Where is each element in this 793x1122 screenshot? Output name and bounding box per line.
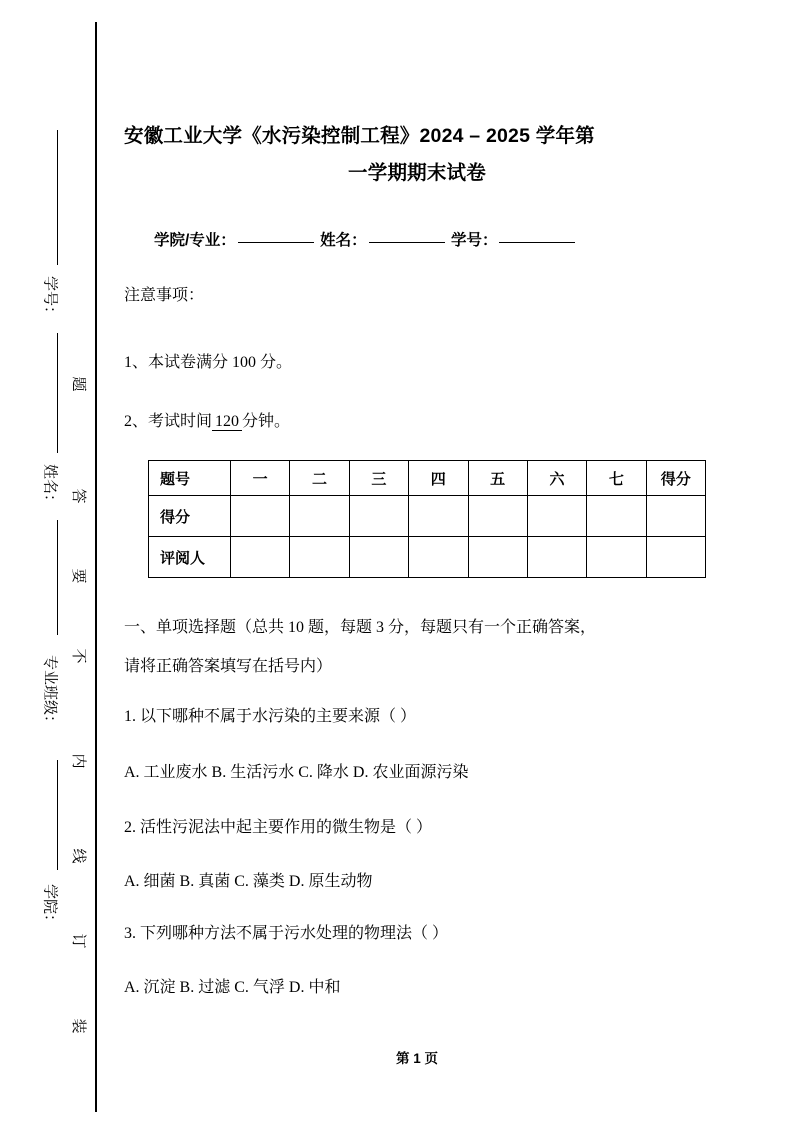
score-table-col-header: 五 (468, 461, 527, 496)
binding-inner-char: 线 (70, 848, 86, 864)
page-footer: 第 1 页 (395, 1051, 438, 1066)
exam-content (124, 0, 724, 1122)
student-id-blank[interactable] (499, 242, 575, 243)
identity-line (154, 228, 710, 250)
section-heading-line-1: 一、单项选择题（总共 10 题，每题 3 分，每题只有一个正确答案， (124, 619, 597, 636)
score-table-col-header: 得分 (646, 461, 705, 496)
student-id-label: 学号： (450, 232, 498, 249)
binding-vertical-rule (95, 22, 97, 1112)
score-table-col-header: 一 (231, 461, 290, 496)
score-table-row-label: 得分 (149, 496, 231, 537)
score-cell[interactable] (468, 496, 527, 537)
binding-inner-char: 装 (70, 1018, 86, 1034)
binding-outer-column (26, 0, 72, 1122)
binding-margin (0, 0, 110, 1122)
table-row-reviewer (149, 537, 706, 578)
name-blank[interactable] (369, 242, 445, 243)
reviewer-cell[interactable] (349, 537, 408, 578)
score-table-row-label: 评阅人 (149, 537, 231, 578)
binding-inner-char: 内 (70, 753, 86, 769)
college-major-blank[interactable] (238, 242, 314, 243)
page-title (124, 118, 710, 192)
question-3-text: 3. 下列哪种方法不属于污水处理的物理法（ ） (124, 925, 449, 942)
reviewer-cell[interactable] (231, 537, 290, 578)
reviewer-cell[interactable] (409, 537, 468, 578)
score-cell[interactable] (290, 496, 349, 537)
notes-item-1: 1、本试卷满分 100 分。 (124, 354, 293, 371)
section-heading-line-2: 请将正确答案填写在括号内） (124, 658, 333, 675)
score-table-row-label: 题号 (149, 461, 231, 496)
question-2-text: 2. 活性污泥法中起主要作用的微生物是（ ） (124, 819, 433, 836)
notes-item-2-suffix: 分钟。 (242, 413, 291, 430)
name-label: 姓名： (320, 232, 367, 249)
score-cell[interactable] (409, 496, 468, 537)
binding-label-name: 姓名： (41, 463, 58, 509)
score-cell[interactable] (646, 496, 705, 537)
score-table-col-header: 三 (349, 461, 408, 496)
binding-inner-char: 题 (70, 376, 86, 392)
score-table-col-header: 六 (527, 461, 586, 496)
binding-label-major-class: 专业班级： (41, 654, 58, 730)
binding-inner-char: 要 (70, 568, 86, 584)
score-cell[interactable] (527, 496, 586, 537)
binding-label-college: 学院： (41, 883, 58, 929)
question-1-options[interactable]: A. 工业废水 B. 生活污水 C. 降水 D. 农业面源污染 (124, 764, 469, 781)
binding-blank-rule (57, 520, 58, 635)
notes-heading: 注意事项： (124, 287, 205, 304)
reviewer-cell[interactable] (587, 537, 646, 578)
notes-item-2-prefix: 2、考试时间 (124, 413, 213, 430)
table-row-header (149, 461, 706, 496)
score-table-col-header: 四 (409, 461, 468, 496)
reviewer-cell[interactable] (527, 537, 586, 578)
page-title-line-1: 安徽工业大学《水污染控制工程》2024 – 2025 学年第 (124, 125, 595, 147)
score-cell[interactable] (231, 496, 290, 537)
score-table-col-header: 七 (587, 461, 646, 496)
reviewer-cell[interactable] (290, 537, 349, 578)
question-3-options[interactable]: A. 沉淀 B. 过滤 C. 气浮 D. 中和 (124, 979, 341, 996)
score-table (148, 460, 706, 578)
reviewer-cell[interactable] (468, 537, 527, 578)
score-table-col-header: 二 (290, 461, 349, 496)
college-major-label: 学院/专业： (154, 232, 236, 249)
score-cell[interactable] (587, 496, 646, 537)
question-2-options[interactable]: A. 细菌 B. 真菌 C. 藻类 D. 原生动物 (124, 873, 373, 890)
exam-duration-value: 120 (212, 413, 242, 431)
question-1-text: 1. 以下哪种不属于水污染的主要来源（ ） (124, 708, 417, 725)
binding-inner-char: 不 (70, 648, 86, 664)
notes-item-2 (124, 408, 290, 431)
section-heading (124, 608, 710, 686)
binding-label-student-id: 学号： (41, 275, 58, 321)
binding-inner-char: 答 (70, 488, 86, 504)
score-cell[interactable] (349, 496, 408, 537)
page-title-line-2: 一学期期末试卷 (348, 162, 486, 184)
reviewer-cell[interactable] (646, 537, 705, 578)
binding-inner-char: 订 (70, 933, 86, 949)
table-row-score (149, 496, 706, 537)
